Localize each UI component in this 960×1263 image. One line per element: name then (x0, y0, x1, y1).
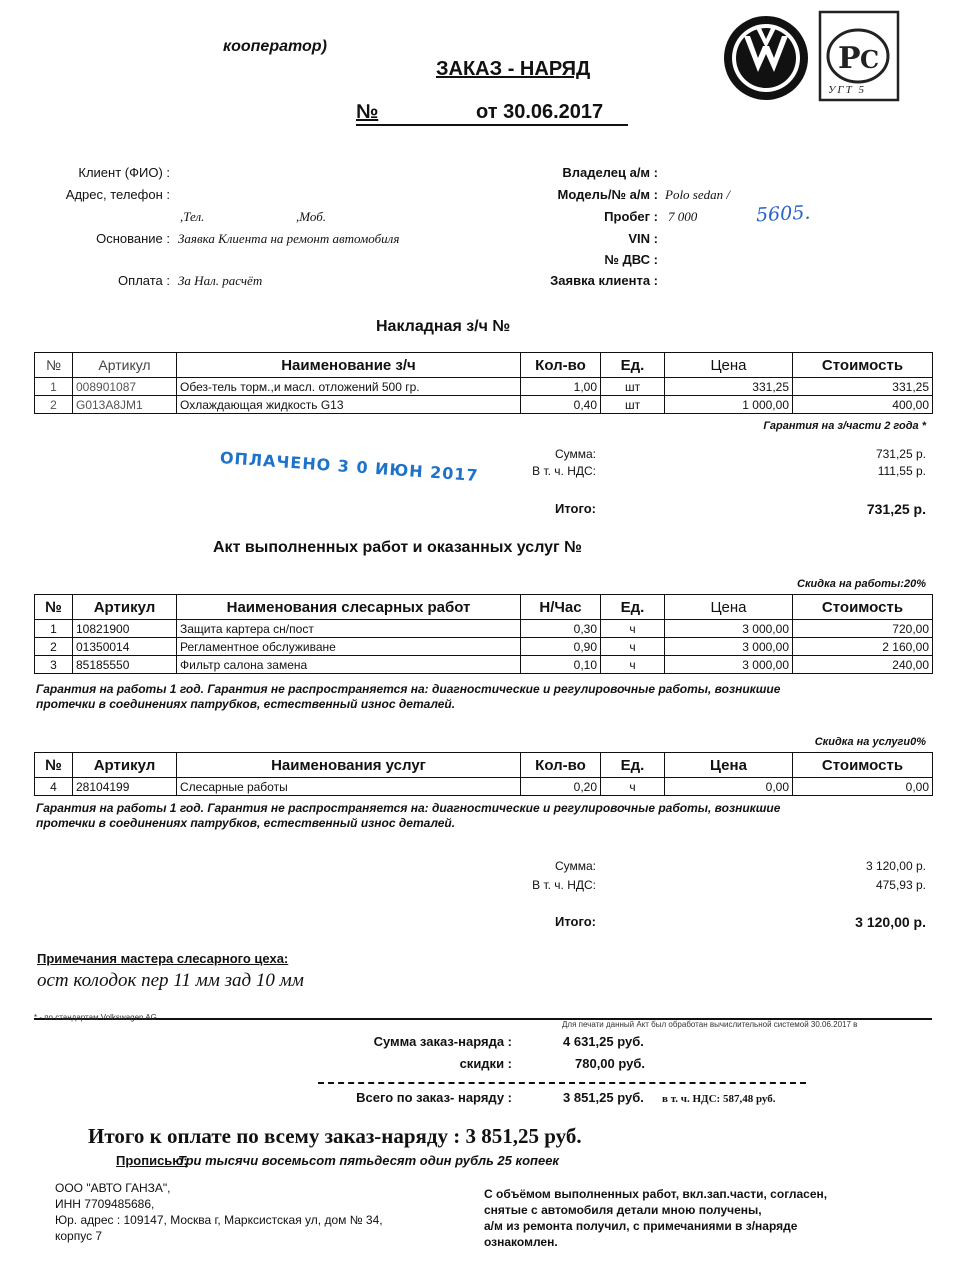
table-row (35, 396, 933, 414)
services-warranty-line2: протечки в соединениях патрубков, естественный износ деталей. (36, 816, 456, 830)
row-name: Охлаждающая жидкость G13 (177, 396, 521, 414)
order-total-value: 3 851,25 руб. (563, 1090, 644, 1105)
order-number-underline (356, 124, 628, 126)
cooperator-fragment: кооператор) (223, 38, 327, 55)
payment-value: За Нал. расчёт (178, 273, 263, 288)
payment-label: Оплата : (118, 273, 170, 288)
parts-header-row (35, 353, 933, 378)
vw-standard-note: * - по стандартам Volkswagen AG (34, 1013, 157, 1022)
order-number-label: № (356, 101, 379, 123)
row-name: Фильтр салона замена (177, 656, 521, 674)
col-article: Артикул (73, 595, 177, 620)
works-header-row (35, 595, 933, 620)
works-heading: Акт выполненных работ и оказанных услуг № (213, 539, 582, 556)
print-note: Для печати данный Акт был обработан вычислительной системой 30.06.2017 в (562, 1020, 858, 1029)
row-price: 3 000,00 (665, 656, 793, 674)
row-article: 008901087 (73, 378, 177, 396)
row-cost: 331,25 (793, 378, 933, 396)
parts-total-label: Итого: (555, 501, 596, 516)
table-row (35, 638, 933, 656)
mileage-handwritten: 5605. (755, 201, 811, 227)
document-title: ЗАКАЗ - НАРЯД (436, 58, 591, 80)
parts-vat-value: 111,55 р. (877, 464, 926, 478)
row-number: 2 (35, 396, 73, 414)
discounts-label: скидки : (459, 1056, 512, 1071)
row-unit: ч (601, 656, 665, 674)
col-cost: Стоимость (793, 595, 933, 620)
row-unit: шт (601, 378, 665, 396)
client-request-label: Заявка клиента : (550, 273, 658, 288)
row-cost: 400,00 (793, 396, 933, 414)
col-name: Наименование з/ч (177, 353, 521, 378)
parts-heading: Накладная з/ч № (376, 318, 511, 335)
col-price: Цена (665, 753, 793, 778)
order-date: от 30.06.2017 (476, 101, 604, 123)
col-unit: Ед. (601, 595, 665, 620)
agreement-line3: а/м из ремонта получил, с примечаниями в з/наряде (484, 1219, 798, 1233)
row-name: Обез-тель торм.,и масл. отложений 500 гр. (177, 378, 521, 396)
row-qty: 0,40 (521, 396, 601, 414)
row-unit: ч (601, 620, 665, 638)
row-qty: 0,90 (521, 638, 601, 656)
vin-label: VIN : (628, 231, 658, 246)
parts-sum-value: 731,25 р. (875, 447, 926, 461)
svg-text:C: C (860, 45, 880, 74)
client-tel-label: ,Тел. (180, 209, 205, 224)
services-table (34, 752, 933, 796)
company-line2: ИНН 7709485686, (55, 1197, 155, 1211)
col-number: № (35, 753, 73, 778)
agreement-line4: ознакомлен. (484, 1235, 558, 1249)
row-article: 01350014 (73, 638, 177, 656)
row-qty: 1,00 (521, 378, 601, 396)
order-total-vat: в т. ч. НДС: 587,48 руб. (662, 1093, 776, 1105)
agreement-line2: снятые с автомобиля детали мною получены, (484, 1203, 762, 1217)
row-number: 4 (35, 778, 73, 796)
row-article: G013A8JM1 (73, 396, 177, 414)
row-article: 85185550 (73, 656, 177, 674)
services-sum-label: Сумма: (554, 859, 596, 873)
row-price: 3 000,00 (665, 620, 793, 638)
discounts-value: 780,00 руб. (575, 1056, 646, 1071)
order-sum-label: Сумма заказ-наряда : (373, 1034, 512, 1049)
row-qty: 0,10 (521, 656, 601, 674)
col-article: Артикул (73, 353, 177, 378)
services-header-row (35, 753, 933, 778)
services-vat-value: 475,93 р. (875, 878, 926, 892)
company-address: Юр. адрес : 109147, Москва г, Марксистская ул, дом № 34, (55, 1213, 383, 1227)
order-total-label: Всего по заказ- наряду : (356, 1090, 512, 1105)
works-warranty-line2: протечки в соединениях патрубков, естественный износ деталей. (36, 697, 456, 711)
services-discount: Скидка на услуги0% (814, 736, 926, 748)
model-value: Polo sedan / (665, 187, 730, 202)
col-unit: Ед. (601, 753, 665, 778)
row-price: 3 000,00 (665, 638, 793, 656)
row-price: 1 000,00 (665, 396, 793, 414)
col-unit: Ед. (601, 353, 665, 378)
col-number: № (35, 595, 73, 620)
table-row (35, 620, 933, 638)
col-qty: Кол-во (521, 753, 601, 778)
amount-words-label: Прописью: (116, 1153, 188, 1168)
svg-text:P: P (838, 41, 861, 76)
services-total-value: 3 120,00 р. (855, 914, 926, 930)
services-vat-label: В т. ч. НДС: (532, 878, 596, 892)
row-article: 10821900 (73, 620, 177, 638)
row-cost: 720,00 (793, 620, 933, 638)
row-number: 1 (35, 620, 73, 638)
row-number: 2 (35, 638, 73, 656)
services-sum-value: 3 120,00 р. (865, 859, 926, 873)
parts-sum-label: Сумма: (554, 447, 596, 461)
table-row (35, 656, 933, 674)
row-unit: ч (601, 638, 665, 656)
certification-label: УГТ 5 (828, 84, 867, 96)
row-name: Защита картера сн/пост (177, 620, 521, 638)
client-mob-label: ,Моб. (296, 209, 327, 224)
row-cost: 2 160,00 (793, 638, 933, 656)
works-table (34, 594, 933, 674)
parts-total-value: 731,25 р. (866, 501, 926, 517)
col-hours: Н/Час (521, 595, 601, 620)
owner-label: Владелец а/м : (562, 165, 658, 180)
amount-words-value: Три тысячи восемьсот пятьдесят один рубль 25 копеек (178, 1153, 560, 1168)
works-warranty-line1: Гарантия на работы 1 год. Гарантия не распространяется на: диагностические и регулировочные работы, возникшие (36, 682, 781, 696)
table-row (35, 778, 933, 796)
row-price: 331,25 (665, 378, 793, 396)
parts-table (34, 352, 933, 414)
services-total-label: Итого: (555, 914, 596, 929)
row-price: 0,00 (665, 778, 793, 796)
amount-to-pay: Итого к оплате по всему заказ-наряду : 3 851,25 руб. (88, 1124, 582, 1148)
services-warranty-line1: Гарантия на работы 1 год. Гарантия не распространяется на: диагностические и регулировочные работы, возникшие (36, 801, 781, 815)
col-cost: Стоимость (793, 753, 933, 778)
notes-label: Примечания мастера слесарного цеха: (37, 951, 289, 966)
company-line1: ООО "АВТО ГАНЗА", (55, 1181, 171, 1195)
row-unit: шт (601, 396, 665, 414)
col-number: № (35, 353, 73, 378)
row-name: Слесарные работы (177, 778, 521, 796)
parts-vat-label: В т. ч. НДС: (532, 464, 596, 478)
notes-text: ост колодок пер 11 мм зад 10 мм (37, 970, 304, 991)
col-qty: Кол-во (521, 353, 601, 378)
col-name: Наименования услуг (177, 753, 521, 778)
model-label: Модель/№ а/м : (557, 187, 658, 202)
row-cost: 240,00 (793, 656, 933, 674)
company-line4: корпус 7 (55, 1229, 103, 1243)
row-name: Регламентное обслуживане (177, 638, 521, 656)
row-article: 28104199 (73, 778, 177, 796)
client-fio-label: Клиент (ФИО) : (78, 165, 170, 180)
mileage-label: Пробег : (604, 209, 658, 224)
row-qty: 0,30 (521, 620, 601, 638)
col-price: Цена (665, 353, 793, 378)
col-name: Наименования слесарных работ (177, 595, 521, 620)
agreement-line1: С объёмом выполненных работ, вкл.зап.части, согласен, (484, 1187, 828, 1201)
totals-dashed-line (318, 1082, 806, 1084)
row-qty: 0,20 (521, 778, 601, 796)
basis-value: Заявка Клиента на ремонт автомобиля (178, 231, 400, 246)
row-cost: 0,00 (793, 778, 933, 796)
paid-stamp: ОПЛАЧЕНО 3 0 ИЮН 2017 (219, 448, 480, 486)
parts-warranty: Гарантия на з/части 2 года * (763, 420, 926, 432)
mileage-value: 7 000 (668, 209, 698, 224)
row-unit: ч (601, 778, 665, 796)
col-cost: Стоимость (793, 353, 933, 378)
order-sum-value: 4 631,25 руб. (563, 1034, 644, 1049)
col-price: Цена (665, 595, 793, 620)
row-number: 3 (35, 656, 73, 674)
table-row (35, 378, 933, 396)
client-address-label: Адрес, телефон : (65, 187, 170, 202)
works-discount: Скидка на работы:20% (797, 578, 926, 590)
volkswagen-logo-icon (722, 14, 810, 102)
basis-label: Основание : (96, 231, 170, 246)
col-article: Артикул (73, 753, 177, 778)
row-number: 1 (35, 378, 73, 396)
engine-number-label: № ДВС : (604, 252, 658, 267)
